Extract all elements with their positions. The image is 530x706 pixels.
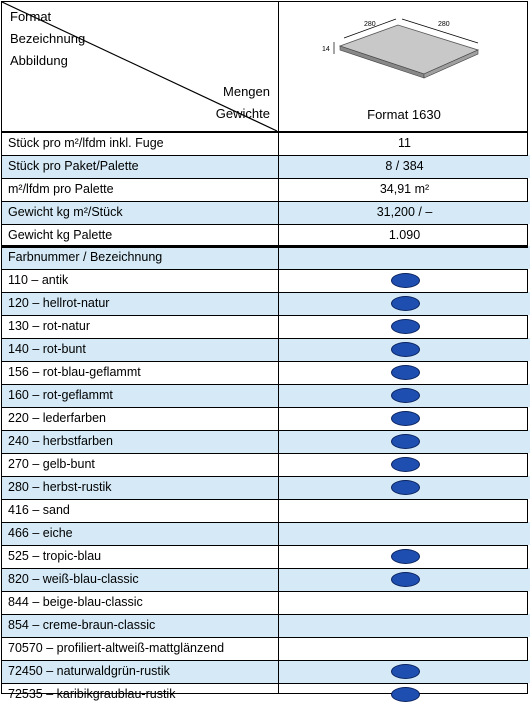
row-divider <box>2 247 528 248</box>
availability-dot-icon <box>391 388 420 403</box>
spec-value: 8 / 384 <box>385 159 424 173</box>
color-label: 156 – rot-blau-geflammt <box>8 365 141 379</box>
color-label: 416 – sand <box>8 503 70 517</box>
dim-depth-label: 280 <box>438 21 450 28</box>
dim-thickness-label: 14 <box>322 46 330 53</box>
row-divider <box>2 384 528 385</box>
color-row <box>2 338 530 361</box>
row-divider <box>2 545 528 546</box>
color-row <box>2 499 530 522</box>
color-label: 140 – rot-bunt <box>8 342 86 356</box>
spec-value: 31,200 / – <box>376 205 433 219</box>
availability-dot-icon <box>391 457 420 472</box>
spec-label: Gewicht kg Palette <box>8 228 113 242</box>
color-label: 525 – tropic-blau <box>8 549 102 563</box>
color-label: 70570 – profiliert-altweiß-mattglänzend <box>8 641 225 655</box>
spec-row <box>2 224 530 247</box>
color-label: 130 – rot-natur <box>8 319 90 333</box>
spec-label: Stück pro m²/lfdm inkl. Fuge <box>8 136 164 150</box>
spec-label: Gewicht kg m²/Stück <box>8 205 123 219</box>
color-label: 72535 – karibikgraublau-rustik <box>8 687 176 701</box>
availability-dot-icon <box>391 480 420 495</box>
row-divider <box>2 292 528 293</box>
color-row <box>2 361 530 384</box>
color-row <box>2 453 530 476</box>
color-row <box>2 683 530 706</box>
availability-dot-icon <box>391 687 420 702</box>
row-divider <box>2 453 528 454</box>
availability-dot-icon <box>391 365 420 380</box>
header-product-cell <box>278 2 530 132</box>
header-label-mengen: Mengen <box>223 84 270 99</box>
availability-dot-icon <box>391 549 420 564</box>
availability-dot-icon <box>391 273 420 288</box>
color-label: 280 – herbst-rustik <box>8 480 112 494</box>
spec-row <box>2 132 530 155</box>
row-divider <box>2 224 528 225</box>
row-divider <box>2 591 528 592</box>
color-label: 120 – hellrot-natur <box>8 296 110 310</box>
color-label: 220 – lederfarben <box>8 411 106 425</box>
availability-dot-icon <box>391 434 420 449</box>
spec-row <box>2 178 530 201</box>
row-divider <box>2 315 528 316</box>
spec-label: Stück pro Paket/Palette <box>8 159 139 173</box>
color-label: 270 – gelb-bunt <box>8 457 95 471</box>
format-name: Format 1630 <box>367 107 441 122</box>
color-row <box>2 614 530 637</box>
color-row <box>2 476 530 499</box>
dim-width-label: 280 <box>364 21 376 28</box>
row-divider <box>2 660 528 661</box>
row-divider <box>2 683 528 684</box>
row-divider <box>2 614 528 615</box>
availability-dot-icon <box>391 572 420 587</box>
color-row <box>2 430 530 453</box>
row-divider <box>2 499 528 500</box>
availability-dot-icon <box>391 319 420 334</box>
column-divider <box>278 2 279 693</box>
color-row <box>2 384 530 407</box>
spec-label: m²/lfdm pro Palette <box>8 182 114 196</box>
row-divider <box>2 155 528 156</box>
color-row <box>2 292 530 315</box>
row-divider <box>2 568 528 569</box>
color-row <box>2 568 530 591</box>
color-row <box>2 591 530 614</box>
availability-dot-icon <box>391 296 420 311</box>
spec-value: 11 <box>398 136 411 150</box>
color-label: 110 – antik <box>8 273 69 287</box>
color-row <box>2 407 530 430</box>
header-label-format: Format <box>10 9 52 24</box>
color-row <box>2 545 530 568</box>
color-label: 844 – beige-blau-classic <box>8 595 143 609</box>
color-row <box>2 660 530 683</box>
color-label: 240 – herbstfarben <box>8 434 113 448</box>
color-header-label: Farbnummer / Bezeichnung <box>8 250 163 264</box>
row-divider <box>2 201 528 202</box>
row-divider <box>2 361 528 362</box>
color-label: 72450 – naturwaldgrün-rustik <box>8 664 170 678</box>
spec-value: 1.090 <box>388 228 421 242</box>
header-label-gewichte: Gewichte <box>215 106 270 121</box>
spec-value: 34,91 m² <box>379 182 430 196</box>
spec-row <box>2 201 530 224</box>
spec-row <box>2 155 530 178</box>
header-label-cell <box>2 2 278 132</box>
row-divider <box>2 178 528 179</box>
header-label-bezeichnung: Bezeichnung <box>10 31 86 46</box>
availability-dot-icon <box>391 664 420 679</box>
color-row <box>2 637 530 660</box>
availability-dot-icon <box>391 411 420 426</box>
row-divider <box>2 522 528 523</box>
row-divider <box>2 430 528 431</box>
color-label: 160 – rot-geflammt <box>8 388 113 402</box>
header-label-abbildung: Abbildung <box>10 53 68 68</box>
color-row <box>2 522 530 545</box>
color-label: 466 – eiche <box>8 526 73 540</box>
availability-dot-icon <box>391 342 420 357</box>
header-divider <box>2 131 528 133</box>
tile-drawing <box>278 10 530 100</box>
color-header-row <box>2 246 530 269</box>
row-divider <box>2 338 528 339</box>
color-label: 854 – creme-braun-classic <box>8 618 156 632</box>
row-divider <box>2 476 528 477</box>
color-row <box>2 269 530 292</box>
section-divider <box>2 245 528 247</box>
color-label: 820 – weiß-blau-classic <box>8 572 139 586</box>
color-row <box>2 315 530 338</box>
row-divider <box>2 637 528 638</box>
table-frame <box>1 1 528 701</box>
row-divider <box>2 269 528 270</box>
row-divider <box>2 407 528 408</box>
